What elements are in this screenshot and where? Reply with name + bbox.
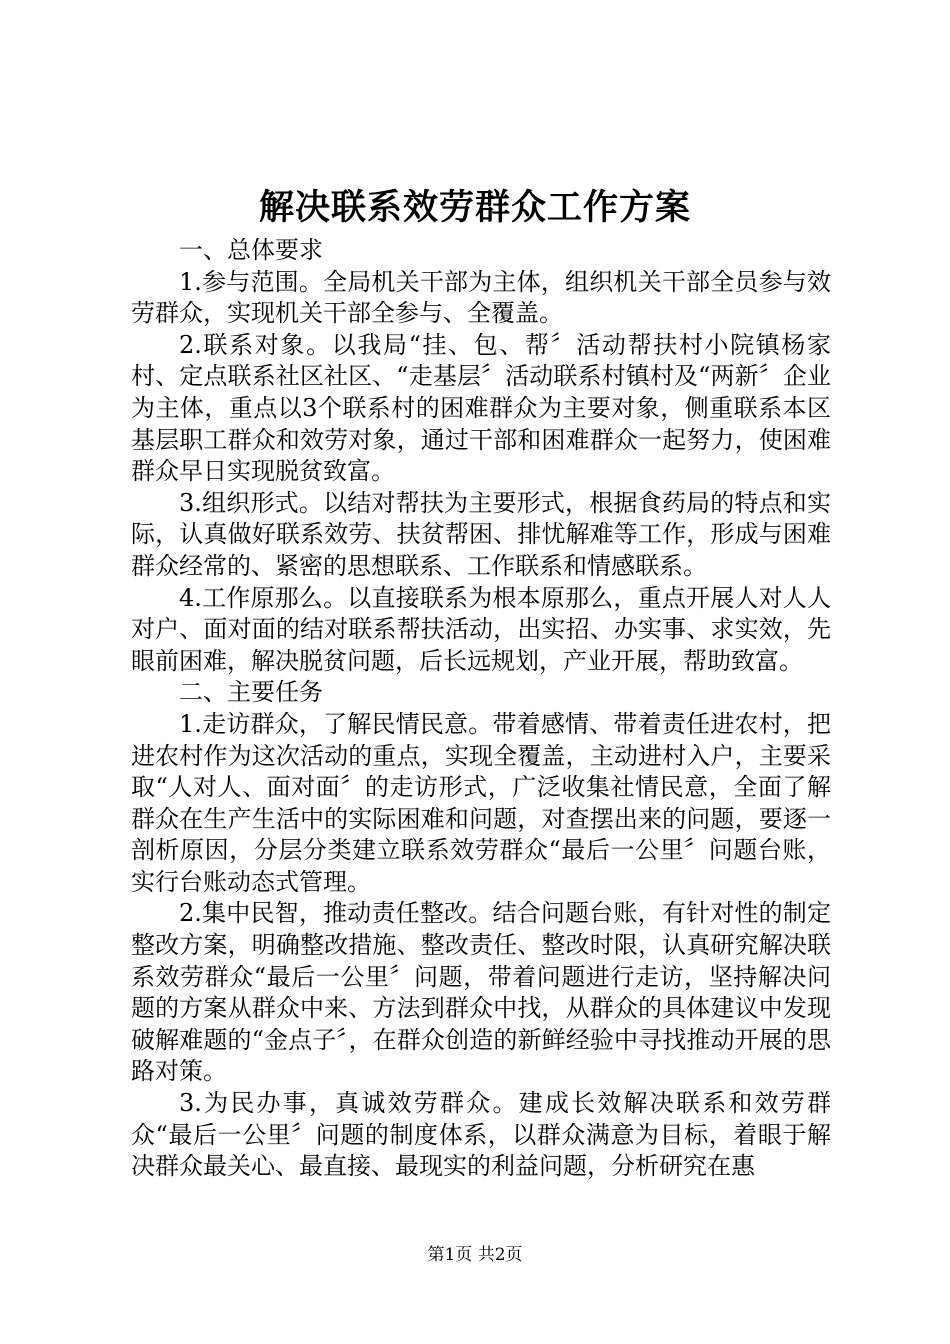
document-body bbox=[131, 235, 831, 1183]
section-heading: 一、总体要求 bbox=[179, 236, 323, 264]
document-title: 解决联系效劳群众工作方案 bbox=[258, 187, 691, 228]
page-footer: 第1页 共2页 bbox=[427, 1245, 523, 1265]
body-paragraph: 3.为民办事，真诚效劳群众。建成长效解决联系和效劳群众“最后一公里〞问题的制度体系，以群众满意为目标，着眼于解决群众最关心、最直接、最现实的利益问题，分析研究在惠 bbox=[131, 1089, 831, 1181]
body-paragraph: 2.集中民智，推动责任整改。结合问题台账，有针对性的制定整改方案，明确整改措施、整改责任、整改时限，认真研究解决联系效劳群众“最后一公里〞问题，带着问题进行走访，坚持解决问题的方案从群众中来、方法到群众中找，从群众的具体建议中发现破解难题的“金点子〞，在群众创造的新鲜经验中寻找推动开展的思路对策。 bbox=[131, 899, 831, 1086]
body-paragraph: 1.走访群众，了解民情民意。带着感情、带着责任进农村，把进农村作为这次活动的重点，实现全覆盖，主动进村入户，主要采取“人对人、面对面〞的走访形式，广泛收集社情民意，全面了解群众在生产生活中的实际困难和问题，对查摆出来的问题，要逐一剖析原因，分层分类建立联系效劳群众“最后一公里〞问题台账，实行台账动态式管理。 bbox=[131, 709, 831, 896]
body-paragraph: 4.工作原那么。以直接联系为根本原那么，重点开展人对人人对户、面对面的结对联系帮扶活动，出实招、办实事、求实效，先眼前困难，解决脱贫问题，后长远规划，产业开展，帮助致富。 bbox=[131, 583, 831, 675]
section-heading: 二、主要任务 bbox=[179, 678, 323, 707]
body-paragraph: 2.联系对象。以我局“挂、包、帮〞活动帮扶村小院镇杨家村、定点联系社区社区、“走基层〞活动联系村镇村及“两新〞企业为主体，重点以3个联系村的困难群众为主要对象，侧重联系本区基层职工群众和效劳对象，通过干部和困难群众一起努力，使困难群众早日实现脱贫致富。 bbox=[131, 330, 831, 486]
body-paragraph: 1.参与范围。全局机关干部为主体，组织机关干部全员参与效劳群众，实现机关干部全参与、全覆盖。 bbox=[131, 267, 831, 328]
body-paragraph: 3.组织形式。以结对帮扶为主要形式，根据食药局的特点和实际，认真做好联系效劳、扶贫帮困、排忧解难等工作，形成与困难群众经常的、紧密的思想联系、工作联系和情感联系。 bbox=[131, 488, 831, 580]
